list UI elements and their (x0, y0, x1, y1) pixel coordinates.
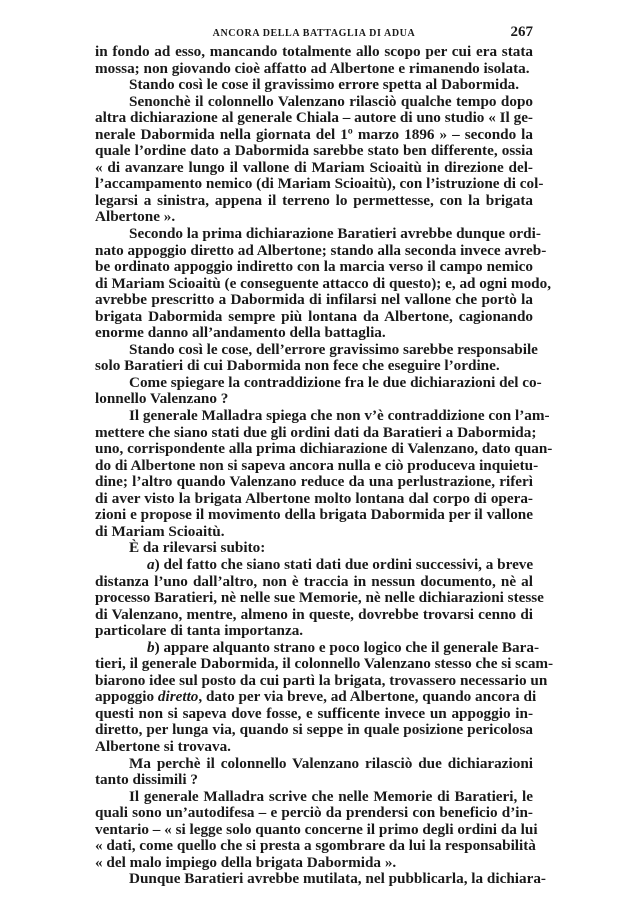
enumeration-letter: b (147, 638, 155, 656)
text-line: distanza l’uno dall’altro, non è traccia in nessun documento, nè al (95, 572, 533, 590)
text-line: mossa; non giovando cioè affatto ad Albertone e rimanendo isolata. (95, 59, 530, 77)
text-line: Secondo la prima dichiarazione Baratieri avrebbe dunque ordi- (129, 225, 541, 243)
body-text (95, 43, 554, 888)
text-line: questi non si sapeva dove fosse, e sufficente invece un appoggio in- (95, 704, 533, 722)
page-number: 267 (510, 24, 533, 40)
text-line: di Mariam Scioaitù (e conseguente attacco di questo); e, ad ogni modo, (95, 274, 552, 292)
text-line: Stando così le cose il gravissimo errore spetta al Dabormida. (129, 76, 520, 94)
running-head: ANCORA DELLA BATTAGLIA DI ADUA (212, 28, 416, 39)
text-line: È da rilevarsi subito: (129, 539, 266, 557)
text-line: ventario – « si legge solo quanto concerne il primo degli ordini da lui (95, 820, 538, 838)
text-line: « di avanzare lungo il vallone di Mariam Scioaitù in direzione del- (95, 158, 533, 176)
text-line: lonnello Valenzano ? (95, 390, 229, 408)
text-line: « del malo impiego della brigata Dabormida ». (95, 853, 397, 871)
text-line: di aver visto la brigata Albertone molto lontana dal corpo di opera- (95, 489, 533, 507)
text-line: avrebbe prescritto a Dabormida di infilarsi nel vallone che portò la (95, 291, 533, 309)
text-line: Senonchè il colonnello Valenzano rilasciò qualche tempo dopo (129, 92, 533, 110)
text-line: biarono idee sul posto da cui partì la brigata, trovassero necessario un (95, 671, 548, 689)
text-line: di Valenzano, mentre, almeno in queste, dovrebbe trovarsi cenno di (95, 605, 533, 623)
text-line: legarsi a sinistra, appena il terreno lo permettesse, con la brigata (95, 191, 533, 209)
text-line: Albertone ». (95, 208, 176, 226)
text-line: dine; l’altro quando Valenzano reduce da una perlustrazione, riferì (95, 473, 533, 491)
text-line: Il generale Malladra scrive che nelle Memorie di Baratieri, le (129, 787, 533, 805)
text-line: Stando così le cose, dell’errore gravissimo sarebbe responsabile (129, 340, 538, 358)
text-line: b) appare alquanto strano e poco logico che il generale Bara- (147, 638, 540, 656)
text-line: enorme danno all’andamento della battaglia. (95, 324, 386, 342)
text-line: Ma perchè il colonnello Valenzano rilasciò due dichiarazioni (129, 754, 533, 772)
page-header (95, 26, 533, 42)
text-line: tieri, il generale Dabormida, il colonnello Valenzano stesso che si scam- (95, 655, 554, 673)
text-line: « dati, come quello che si presta a sgombrare da lui la responsabilità (95, 837, 536, 855)
text-line: di Mariam Scioaitù. (95, 522, 225, 540)
text-line: l’accampamento nemico (di Mariam Scioaitù), con l’istruzione di col- (95, 175, 544, 193)
text-line: do di Albertone non si sapeva ancora nulla e ciò produceva inquietu- (95, 456, 539, 474)
text-line: quali sono un’autodifesa – e perciò da prendersi con beneficio d’in- (95, 804, 533, 822)
text-line: in fondo ad esso, mancando totalmente allo scopo per cui era stata (95, 43, 533, 60)
text-line: brigata Dabormida sempre più lontana da Albertone, cagionando (95, 307, 533, 325)
text-line: nerale Dabormida nella giornata del 1º marzo 1896 » – secondo la (95, 125, 533, 143)
text-line: altra dichiarazione al generale Chiala – autore di uno studio « Il ge- (95, 109, 533, 127)
text-line: tanto dissimili ? (95, 771, 198, 789)
text-line: quale l’ordine dato a Dabormida sarebbe stato ben differente, ossia (95, 142, 533, 160)
text-line: Come spiegare la contraddizione fra le due dichiarazioni del co- (129, 373, 542, 391)
text-line: a) del fatto che siano stati dati due ordini successivi, a breve (147, 555, 534, 573)
text-line: mettere che siano stati due gli ordini dati da Baratieri a Dabormida; (95, 423, 537, 441)
text-line: be ordinato appoggio indiretto con la marcia verso il campo nemico (95, 258, 533, 276)
text-line: Dunque Baratieri avrebbe mutilata, nel pubblicarla, la dichiara- (129, 870, 546, 888)
text-line: uno, corrispondente alla prima dichiarazione di Valenzano, dato quan- (95, 440, 553, 458)
text-line: Il generale Malladra spiega che non v’è contraddizione con l’am- (129, 407, 550, 425)
text-line: nato appoggio diretto ad Albertone; stando alla seconda invece avreb- (95, 241, 547, 259)
text-line: zioni e propose il movimento della brigata Dabormida per il vallone (95, 506, 533, 524)
emphasized-word: diretto (157, 688, 199, 706)
text-line: Albertone si trovava. (95, 737, 231, 755)
text-line: diretto, per lunga via, quando si seppe in quale posizione pericolosa (95, 721, 533, 739)
text-line: processo Baratieri, nè nelle sue Memorie, nè nelle dichiarazioni stesse (95, 589, 544, 607)
text-line: appoggio diretto, dato per via breve, ad Albertone, quando ancora di (95, 688, 537, 706)
enumeration-letter: a (147, 555, 155, 573)
text-line: particolare di tanta importanza. (95, 622, 304, 640)
text-line: solo Baratieri di cui Dabormida non fece che eseguire l’ordine. (95, 357, 500, 375)
